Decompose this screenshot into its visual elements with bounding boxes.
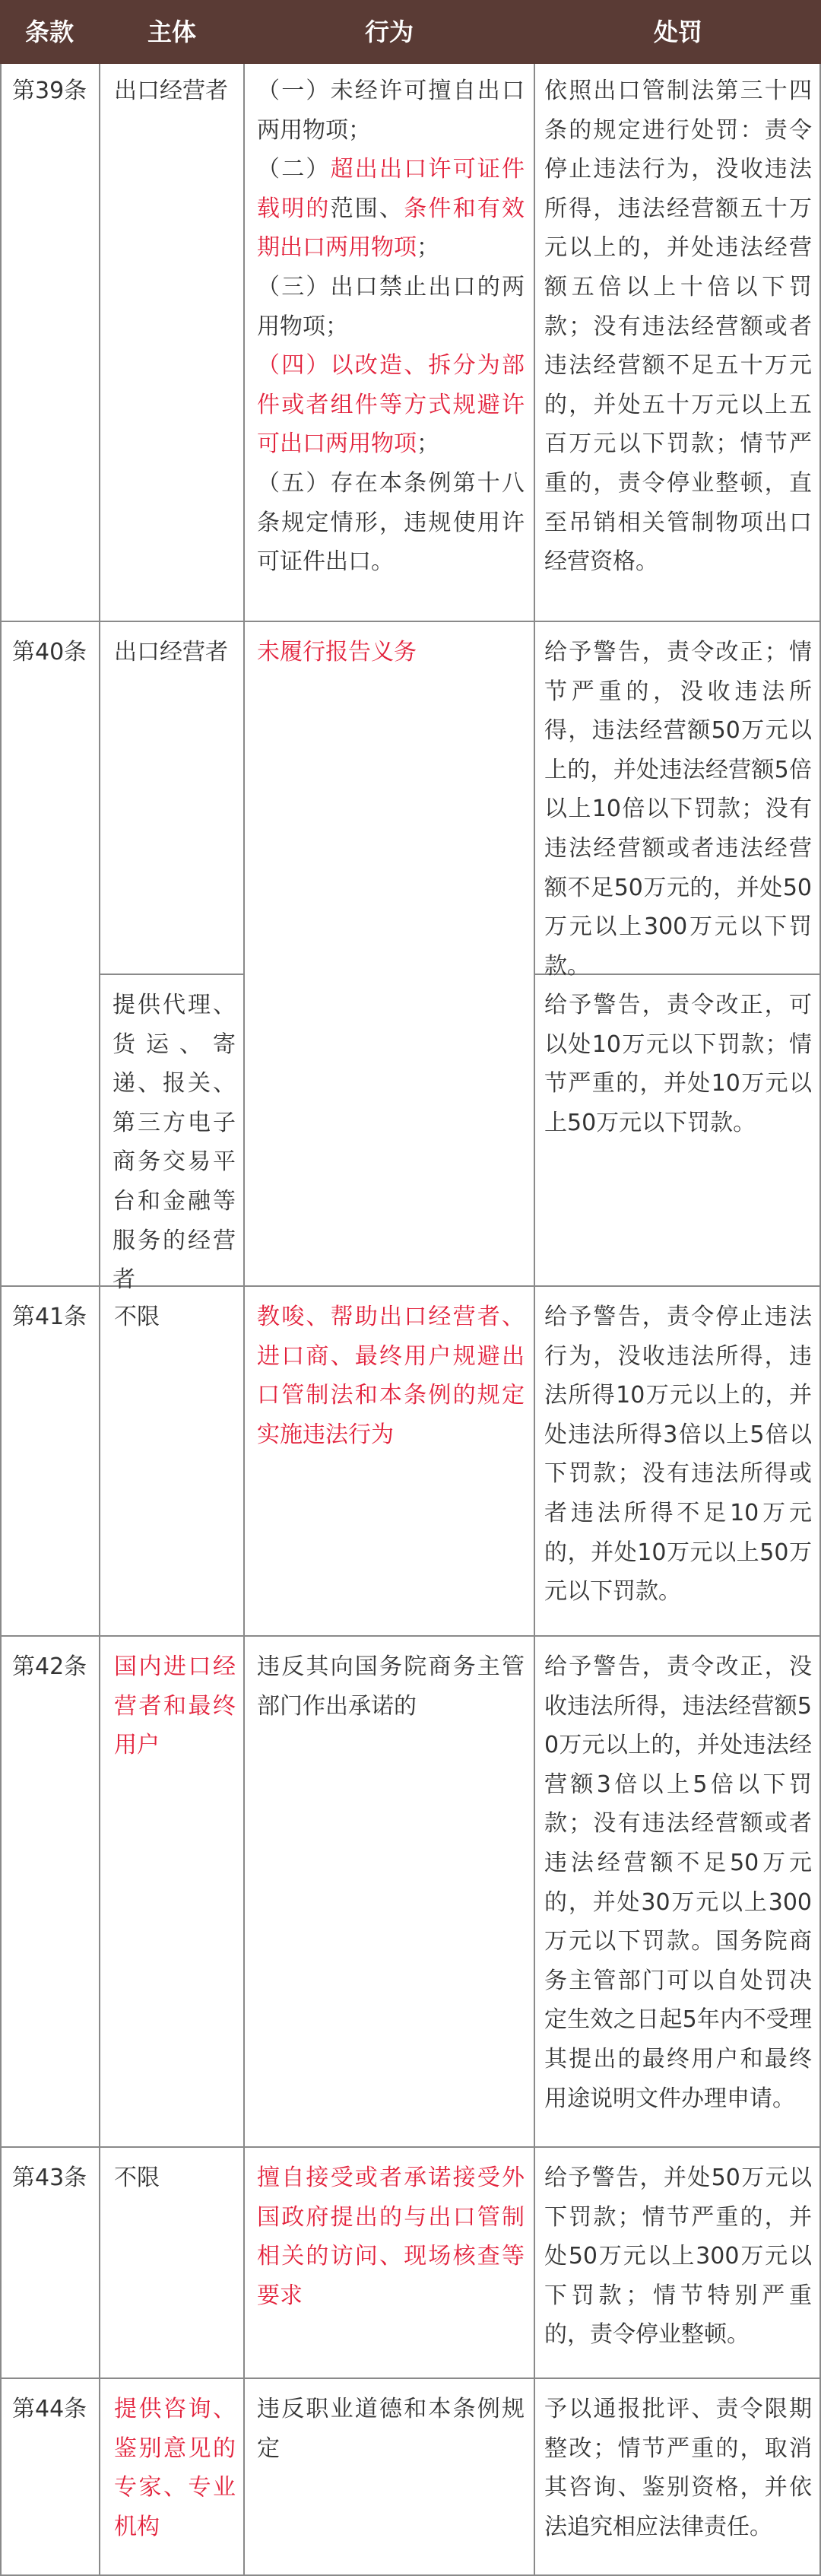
penalty-cell: 予以通报批评、责令限期整改；情节严重的，取消其咨询、鉴别资格，并依法追究相应法律责任。	[544, 2396, 812, 2540]
behavior-text: （一）未经许可擅自出口两用物项；	[257, 78, 525, 144]
clause-cell: 第44条	[12, 2396, 87, 2422]
behavior-text: ；	[417, 430, 439, 458]
clause-cell: 第41条	[12, 1304, 87, 1330]
behavior-highlight: （四）以改造、拆分为部件或者组件等方式规避许可出口两用物项	[257, 352, 525, 458]
row-divider	[0, 2146, 821, 2148]
behavior-cell: 违反其向国务院商务主管部门作出承诺的	[257, 1653, 525, 1720]
behavior-cell: 擅自接受或者承诺接受外国政府提出的与出口管制相关的访问、现场核查等要求	[257, 2165, 525, 2309]
behavior-highlight: 条件和有效期出口两用物项	[257, 195, 525, 262]
header-behavior: 行为	[364, 17, 414, 46]
behavior-highlight: 超出出口许可证件载明的	[257, 156, 525, 222]
divider	[99, 64, 100, 2576]
behavior-cell: 未履行报告义务	[257, 639, 417, 665]
clause-cell: 第42条	[12, 1653, 87, 1680]
divider	[243, 64, 245, 2576]
behavior-text: （五）存在本条例第十八条规定情形，违规使用许可证件出口。	[257, 469, 525, 576]
behavior-text: 范围、	[330, 195, 404, 222]
clause-cell: 第40条	[12, 639, 87, 665]
behavior-cell: 违反职业道德和本条例规定	[257, 2396, 525, 2462]
behavior-text: （二）	[257, 156, 331, 183]
header-penalty: 处罚	[653, 17, 702, 46]
row-divider	[0, 621, 821, 622]
divider	[534, 64, 535, 2576]
penalty-cell: 给予警告，责令改正，可以处10万元以下罚款；情节严重的，并处10万元以上50万元以下罚款。	[544, 992, 812, 1136]
row-divider	[99, 974, 243, 975]
behavior-cell: 教唆、帮助出口经营者、进口商、最终用户规避出口管制法和本条例的规定实施违法行为	[257, 1304, 525, 1448]
row-divider	[0, 1635, 821, 1637]
behavior-text: ；	[417, 234, 439, 262]
header-clause: 条款	[24, 17, 74, 46]
subject-cell: 不限	[114, 1304, 160, 1330]
penalty-cell: 给予警告，并处50万元以下罚款；情节严重的，并处50万元以上300万元以下罚款；情节特别严重的，责令停业整顿。	[544, 2165, 812, 2349]
penalty-cell: 依照出口管制法第三十四条的规定进行处罚：责令停止违法行为，没收违法所得，违法经营额五十万元以上的，并处违法经营额五倍以上十倍以下罚款；没有违法经营额或者违法经营额不足五十万元的，并处五十万元以上五百万元以下罚款；情节严重的，责令停业整顿，直至吊销相关管制物项出口经营资格。	[544, 78, 812, 576]
subject-cell: 提供代理、货运、寄递、报关、第三方电子商务交易平台和金融等服务的经营者	[113, 992, 236, 1294]
row-divider	[0, 2377, 821, 2379]
subject-cell: 国内进口经营者和最终用户	[114, 1653, 236, 1759]
behavior-cell	[257, 71, 525, 582]
divider	[0, 64, 2, 2576]
subject-cell: 出口经营者	[114, 78, 228, 104]
clause-cell: 第39条	[12, 78, 87, 104]
behavior-text: （三）出口禁止出口的两用物项；	[257, 273, 525, 340]
table-header	[0, 0, 821, 64]
penalty-cell: 给予警告，责令改正，没收违法所得，违法经营额50万元以上的，并处违法经营额3倍以上5倍以下罚款；没有违法经营额或者违法经营额不足50万元的，并处30万元以上300万元以下罚款。国务院商务主管部门可以自处罚决定生效之日起5年内不受理其提出的最终用户和最终用途说明文件办理申请。	[544, 1653, 812, 2112]
penalty-cell: 给予警告，责令停止违法行为，没收违法所得，违法所得10万元以上的，并处违法所得3倍以上5倍以下罚款；没有违法所得或者违法所得不足10万元的，并处10万元以上50万元以下罚款。	[544, 1304, 812, 1606]
penalty-cell: 给予警告，责令改正；情节严重的，没收违法所得，违法经营额50万元以上的，并处违法经营额5倍以上10倍以下罚款；没有违法经营额或者违法经营额不足50万元的，并处50万元以上300万元以下罚款。	[544, 639, 812, 980]
subject-cell: 不限	[114, 2165, 160, 2191]
clause-cell: 第43条	[12, 2165, 87, 2191]
header-subject: 主体	[147, 17, 196, 46]
subject-cell: 提供咨询、鉴别意见的专家、专业机构	[114, 2396, 236, 2540]
subject-cell: 出口经营者	[114, 639, 228, 665]
